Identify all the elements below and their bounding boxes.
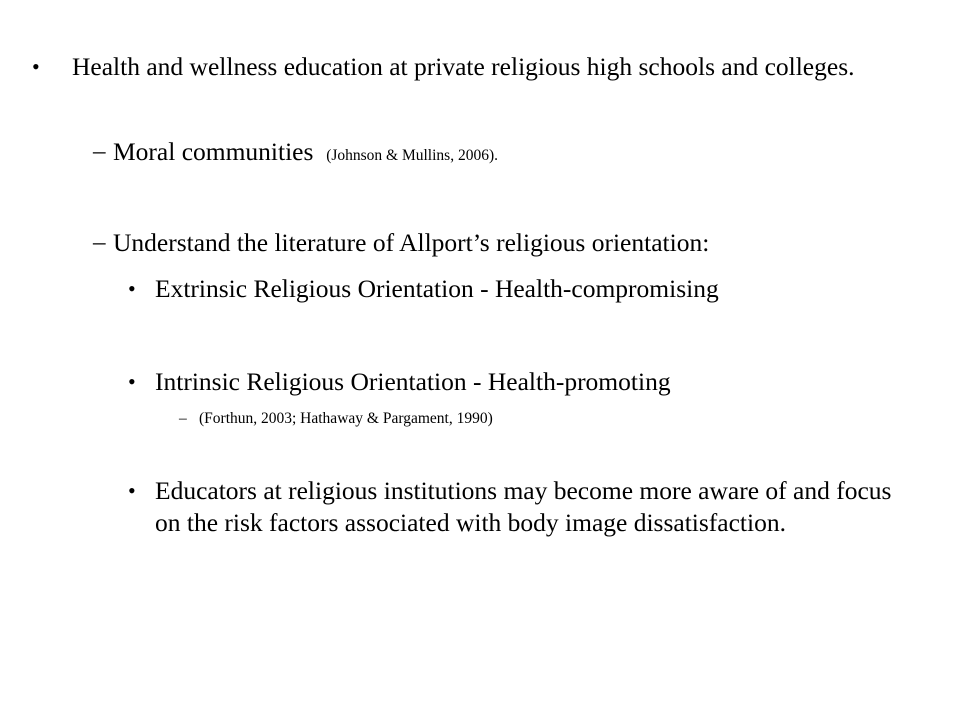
bullet-icon: • [128, 369, 136, 394]
dash-icon: – [93, 229, 106, 256]
subbullet-text: Moral communities [113, 137, 314, 166]
bullet-icon: • [128, 276, 136, 301]
point-educators-awareness [128, 475, 915, 539]
subbullet-text-wrapper [113, 134, 943, 174]
point-intrinsic-orientation [128, 366, 915, 398]
point-text: Intrinsic Religious Orientation - Health-promoting [155, 367, 671, 396]
dash-icon: – [179, 410, 187, 427]
bullet-health-wellness-education [32, 49, 942, 85]
subbullet-moral-communities [93, 134, 943, 174]
subbullet-allport-literature [93, 225, 943, 261]
point-extrinsic-orientation [128, 273, 915, 305]
point-text: Extrinsic Religious Orientation - Health-compromising [155, 274, 719, 303]
subbullet-text: Understand the literature of Allport’s religious orientation: [113, 228, 710, 257]
citation-text: (Forthun, 2003; Hathaway & Pargament, 1990) [199, 410, 493, 427]
bullet-icon: • [128, 478, 136, 503]
point-text: Educators at religious institutions may become more aware of and focus on the risk factors associated with body image dissatisfaction. [155, 476, 892, 537]
citation-forthun-hathaway [179, 409, 899, 429]
citation-text: (Johnson & Mullins, 2006). [326, 147, 498, 164]
bullet-text: Health and wellness education at private religious high schools and colleges. [72, 52, 855, 81]
dash-icon: – [93, 138, 106, 165]
bullet-icon: • [32, 54, 40, 79]
